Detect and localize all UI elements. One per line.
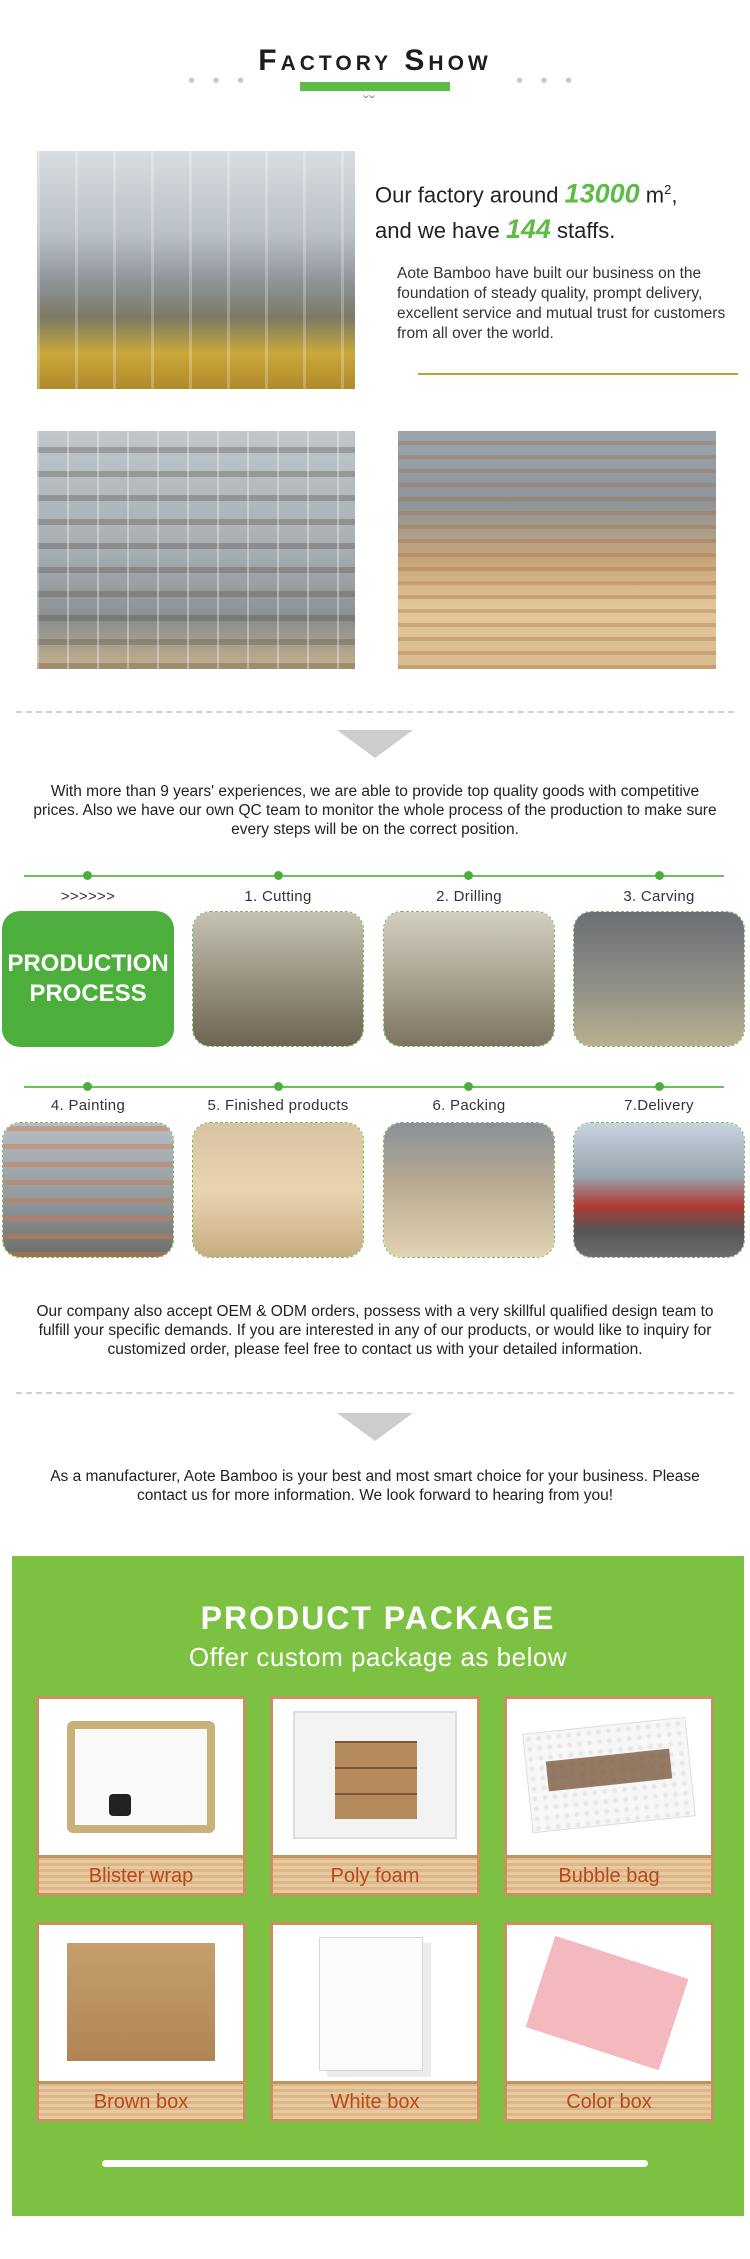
- experience-paragraph: With more than 9 years' experiences, we are able to provide top quality goods with competitive prices. Also we have our own QC team to monitor the whole process of the production to make sure every steps will be on the correct position.: [33, 783, 717, 838]
- factory-area-value: 13000: [564, 178, 640, 209]
- blister-tray-shape: [67, 1721, 215, 1833]
- factory-hall-photo: [37, 151, 355, 389]
- timeline-dot: [83, 1082, 92, 1091]
- process-step-label: 4. Painting: [50, 1097, 126, 1114]
- timeline-dot: [464, 1082, 473, 1091]
- package-card-brown-box: [36, 1922, 246, 2122]
- process-step-label: >>>>>>: [60, 888, 116, 905]
- delivery-photo: [574, 1123, 744, 1257]
- finished-products-photo-card: [192, 1122, 364, 1258]
- timeline-dot: [655, 1082, 664, 1091]
- package-label: Poly foam: [273, 1855, 477, 1893]
- factory-description: Aote Bamboo have built our business on the foundation of steady quality, prompt delivery, excellent service and mutual trust for customers from all over the world.: [397, 265, 726, 342]
- package-title: PRODUCT PACKAGE: [200, 1600, 556, 1636]
- color-box-image: [507, 1925, 711, 2079]
- dashed-separator: [16, 711, 734, 713]
- header-dots-left: • • •: [188, 70, 251, 92]
- timeline-dot: [655, 871, 664, 880]
- process-timeline-1: [24, 875, 724, 877]
- divider-line: [418, 373, 738, 375]
- brown-box-shape: [67, 1943, 215, 2061]
- accessory-shape: [109, 1794, 131, 1816]
- package-label: Blister wrap: [39, 1855, 243, 1893]
- production-process-badge: [2, 911, 174, 1047]
- poly-foam-image: [273, 1699, 477, 1853]
- color-box-shape: [526, 1936, 689, 2071]
- package-bottom-bar: [102, 2160, 648, 2167]
- down-triangle-icon: [337, 1413, 413, 1441]
- timeline-dot: [274, 871, 283, 880]
- dashed-separator: [16, 1392, 734, 1394]
- cutting-photo: [193, 912, 363, 1046]
- intro-line1-suffix: ,: [671, 182, 678, 208]
- process-step-label: 3. Carving: [623, 888, 695, 905]
- oem-paragraph: Our company also accept OEM & ODM orders, possess with a very skillful qualified design team to fulfill your specific demands. If you are interested in any of our products, or would like to inquiry for customized order, please feel free to contact us with your detailed information.: [36, 1303, 714, 1358]
- intro-area-unit: m: [639, 182, 665, 208]
- carving-photo: [574, 912, 744, 1046]
- intro-line2-suffix: staffs.: [550, 218, 616, 244]
- painting-photo-card: [2, 1122, 174, 1258]
- painting-photo: [3, 1123, 173, 1257]
- process-timeline-2: [24, 1086, 724, 1088]
- blister-wrap-image: [39, 1699, 243, 1853]
- package-label: Color box: [507, 2081, 711, 2119]
- page-title: Factory Show: [258, 44, 492, 77]
- cutting-photo-card: [192, 911, 364, 1047]
- manufacturer-paragraph: As a manufacturer, Aote Bamboo is your best and most smart choice for your business. Please contact us for more information. We look forward to hearing from you!: [50, 1468, 700, 1504]
- timeline-dot: [274, 1082, 283, 1091]
- intro-line2-prefix: and we have: [375, 218, 506, 244]
- package-subtitle: Offer custom package as below: [188, 1642, 568, 1672]
- chevron-down-icon: ˇˇ: [363, 93, 375, 113]
- package-label: Bubble bag: [507, 1855, 711, 1893]
- packing-photo: [384, 1123, 554, 1257]
- process-step-label: 2. Drilling: [436, 888, 502, 905]
- process-step-label: 6. Packing: [432, 1097, 506, 1114]
- boards-shape: [335, 1741, 417, 1819]
- down-triangle-icon: [337, 730, 413, 758]
- package-label: White box: [273, 2081, 477, 2119]
- finished-products-photo: [193, 1123, 363, 1257]
- delivery-photo-card: [573, 1122, 745, 1258]
- intro-area-sup: 2: [664, 182, 672, 197]
- white-box-shape: [319, 1937, 423, 2071]
- brown-box-image: [39, 1925, 243, 2079]
- package-card-poly-foam: [270, 1696, 480, 1896]
- bubble-bag-image: [507, 1699, 711, 1853]
- packing-photo-card: [383, 1122, 555, 1258]
- workshop-roof-photo: [37, 431, 355, 669]
- process-step-label: 5. Finished products: [207, 1097, 349, 1114]
- package-card-bubble-bag: [504, 1696, 714, 1896]
- process-step-label: 1. Cutting: [244, 888, 312, 905]
- package-label: Brown box: [39, 2081, 243, 2119]
- header-dots-right: • • •: [516, 70, 579, 92]
- package-card-white-box: [270, 1922, 480, 2122]
- package-card-blister-wrap: [36, 1696, 246, 1896]
- white-box-image: [273, 1925, 477, 2079]
- drilling-photo-card: [383, 911, 555, 1047]
- badge-line-2: PROCESS: [29, 980, 147, 1007]
- intro-line1-prefix: Our factory around: [375, 182, 565, 208]
- package-card-color-box: [504, 1922, 714, 2122]
- title-underline: [300, 82, 450, 91]
- badge-line-1: PRODUCTION: [7, 950, 169, 977]
- drilling-photo: [384, 912, 554, 1046]
- timeline-dot: [83, 871, 92, 880]
- factory-intro-headline: [375, 173, 745, 248]
- wood-stock-photo: [398, 431, 716, 669]
- timeline-dot: [464, 871, 473, 880]
- process-step-label: 7.Delivery: [624, 1097, 694, 1114]
- product-package-section: [12, 1556, 744, 2216]
- staff-count-value: 144: [505, 214, 551, 245]
- carving-photo-card: [573, 911, 745, 1047]
